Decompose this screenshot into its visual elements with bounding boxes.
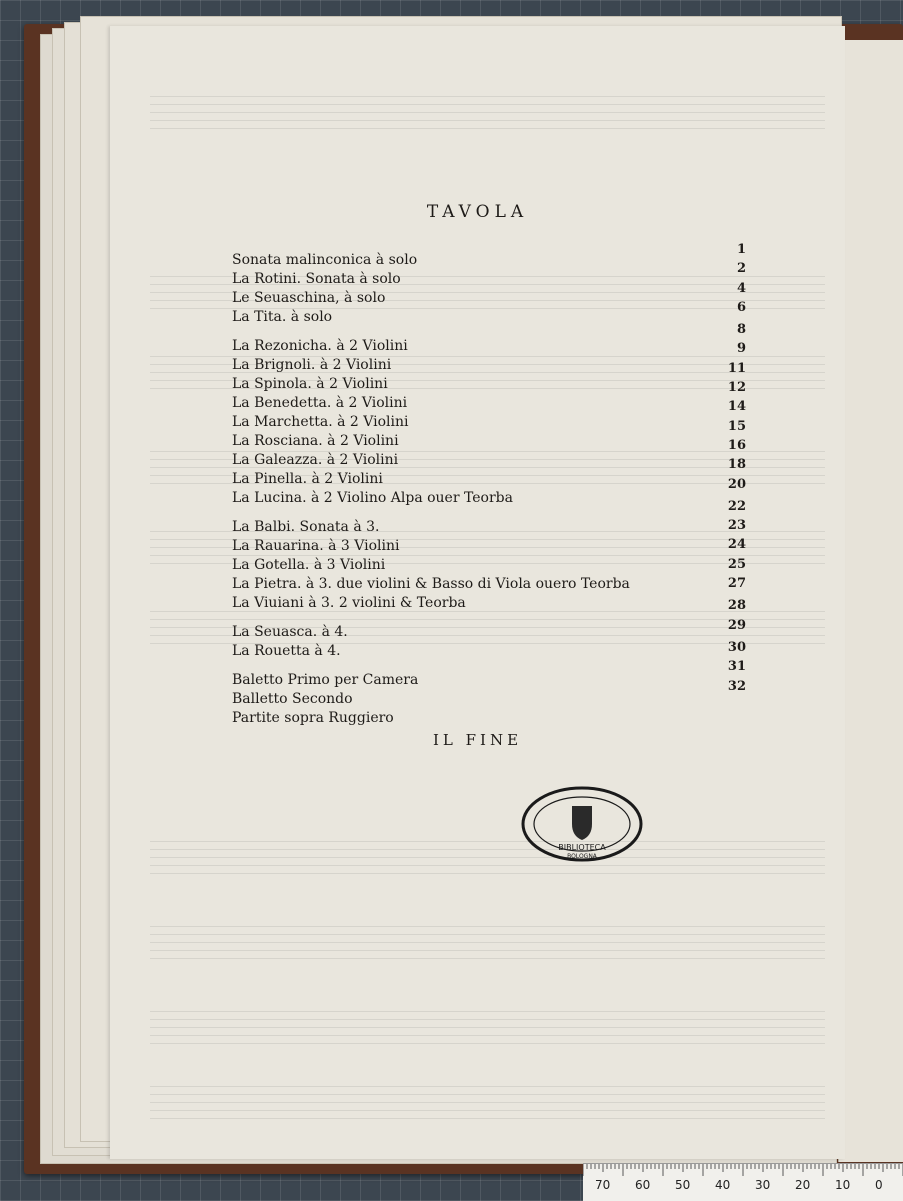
toc-page-number: 30 [727,639,746,655]
toc-page-number: 4 [736,280,746,296]
toc-entry: La Pinella. à 2 Violini [232,471,383,487]
ruler-label: 30 [755,1178,771,1192]
toc-entry: Baletto Primo per Camera [232,672,419,688]
show-through-line [150,926,825,927]
show-through-line [150,1043,825,1044]
show-through-line [150,96,825,97]
show-through-line [150,1011,825,1012]
toc-page-number: 20 [727,476,746,492]
ruler-ticks [583,1164,903,1176]
library-stamp [520,784,644,864]
toc-entry: La Rotini. Sonata à solo [232,271,401,287]
toc-entry: La Tita. à solo [232,309,333,325]
ruler-label: 50 [675,1178,691,1192]
toc-entry: La Benedetta. à 2 Violini [232,395,408,411]
show-through-line [150,934,825,935]
toc-page-number: 14 [727,399,746,415]
ruler-label: 10 [835,1178,851,1192]
toc-entry: La Viuiani à 3. 2 violini & Teorba [232,595,466,611]
ruler-scale-labels [583,1176,903,1196]
show-through-line [150,865,825,866]
toc-entry-list [232,251,742,728]
group-spacer [232,327,742,337]
show-through-line [150,1118,825,1119]
toc-page-number: 2 [736,261,746,277]
end-marker: IL FINE [432,731,523,749]
toc-entry: La Rosciana. à 2 Violini [232,433,399,449]
toc-entry: La Galeazza. à 2 Violini [232,452,399,468]
toc-entry: Balletto Secondo [232,691,353,707]
toc-entry: La Rauarina. à 3 Violini [232,538,400,554]
show-through-line [150,958,825,959]
toc-entry: La Brignoli. à 2 Violini [232,357,392,373]
toc-page-number: 29 [727,617,746,633]
toc-entry: La Lucina. à 2 Violino Alpa ouer Teorba [232,490,513,506]
show-through-line [150,1102,825,1103]
toc-page-number: 8 [736,322,746,338]
show-through-line [150,841,825,842]
toc-page-number: 16 [727,437,746,453]
show-through-line [150,128,825,129]
toc-page-number-list [716,240,746,696]
toc-entry: La Seuasca. à 4. [232,624,348,640]
group-spacer [232,613,742,623]
toc-page-number: 24 [727,537,746,553]
page-title: TAVOLA [426,202,529,222]
show-through-line [150,1110,825,1111]
ruler-label: 0 [875,1178,883,1192]
show-through-line [150,950,825,951]
toc-entry: La Marchetta. à 2 Violini [232,414,409,430]
toc-page-number: 25 [727,556,746,572]
toc-entry: La Spinola. à 2 Violini [232,376,388,392]
toc-entry: La Gotella. à 3 Violini [232,557,386,573]
toc-page-number: 15 [727,418,746,434]
show-through-line [150,1094,825,1095]
show-through-line [150,1086,825,1087]
show-through-line [150,104,825,105]
toc-page-number: 22 [727,498,746,514]
toc-page-number: 18 [727,457,746,473]
show-through-line [150,120,825,121]
show-through-line [150,873,825,874]
toc-entry: Partite sopra Ruggiero [232,710,394,726]
group-spacer [232,661,742,671]
show-through-line [150,1027,825,1028]
show-through-line [150,942,825,943]
toc-entry: Le Seuaschina, à solo [232,290,386,306]
toc-page-number: 12 [727,380,746,396]
toc-entry: La Rezonicha. à 2 Violini [232,338,408,354]
ruler-label: 20 [795,1178,811,1192]
toc-entry: Sonata malinconica à solo [232,252,418,268]
show-through-line [150,112,825,113]
toc-page-number: 27 [727,576,746,592]
measurement-ruler [583,1163,903,1201]
show-through-line [150,1019,825,1020]
toc-page-number: 32 [727,678,746,694]
toc-entry: La Pietra. à 3. due violini & Basso di Viola ouero Teorba [232,576,630,592]
toc-page-number: 6 [736,299,746,315]
document-page [110,26,845,1159]
toc-entry: La Rouetta à 4. [232,643,341,659]
toc-page-number: 28 [727,598,746,614]
toc-entry: La Balbi. Sonata à 3. [232,519,380,535]
ruler-label: 60 [635,1178,651,1192]
ruler-label: 70 [595,1178,611,1192]
toc-page-number: 23 [727,518,746,534]
show-through-line [150,849,825,850]
ruler-label: 40 [715,1178,731,1192]
toc-page-number: 11 [727,360,746,376]
toc-page-number: 9 [736,341,746,357]
facing-page-edge [838,40,903,1162]
group-spacer [232,508,742,518]
svg-text:BOLOGNA: BOLOGNA [567,853,597,860]
toc-page-number: 1 [736,242,746,257]
svg-text:BIBLIOTECA: BIBLIOTECA [558,843,606,852]
show-through-line [150,857,825,858]
toc-page-number: 31 [727,659,746,675]
show-through-line [150,1035,825,1036]
